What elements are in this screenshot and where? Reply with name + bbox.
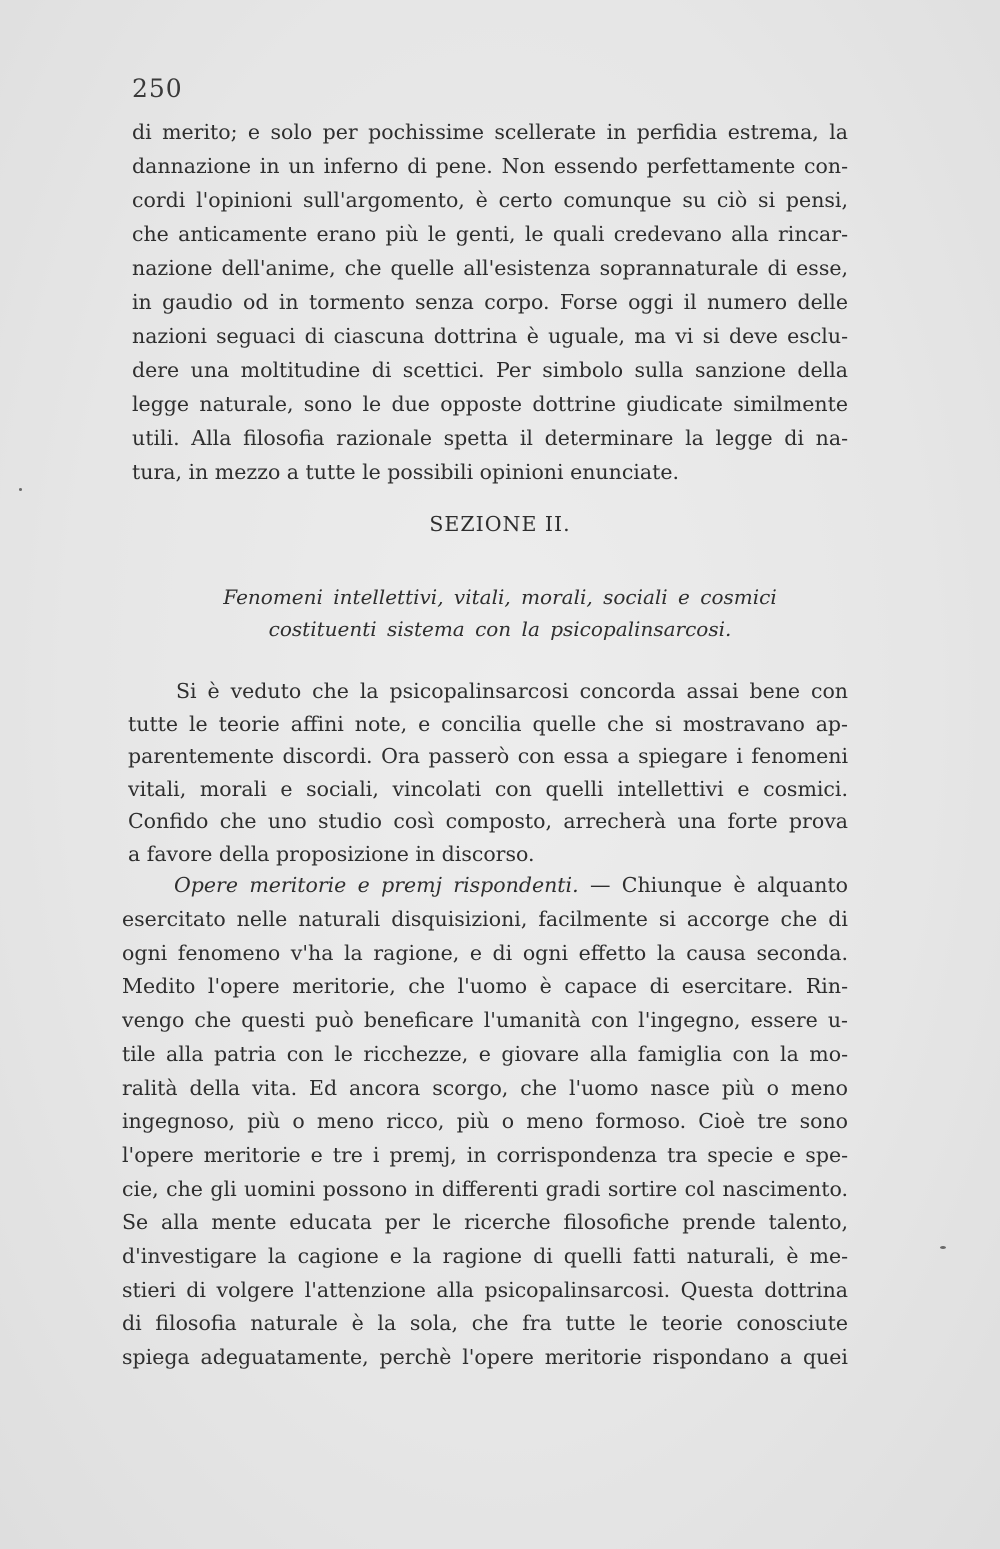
paragraph-continued-line: utili. Alla filosofia razionale spetta il determinare la legge di na- <box>132 426 848 450</box>
paragraph-opere-line: l'opere meritorie e tre i premj, in corrispondenza tra specie e spe- <box>122 1142 848 1167</box>
section-subtitle-line-1: Fenomeni intellettivi, vitali, morali, sociali e cosmici <box>223 585 777 609</box>
paragraph-intro-line: vitali, morali e sociali, vincolati con quelli intellettivi e cosmici. <box>128 776 848 801</box>
paragraph-continued-line: in gaudio od in tormento senza corpo. Forse oggi il numero delle <box>132 290 848 314</box>
paragraph-intro-line: tutte le teorie affini note, e concilia quelle che si mostravano ap- <box>128 711 848 736</box>
section-heading: SEZIONE II. <box>429 512 571 536</box>
paragraph-intro-line: Confido che uno studio così composto, arrecherà una forte prova <box>128 809 848 834</box>
paragraph-opere-line: tile alla patria con le ricchezze, e giovare alla famiglia con la mo- <box>122 1041 848 1066</box>
paragraph-continued-line: che anticamente erano più le genti, le quali credevano alla rincar- <box>132 222 848 246</box>
paragraph-opere-line: stieri di volgere l'attenzione alla psicopalinsarcosi. Questa dottrina <box>122 1277 848 1302</box>
paragraph-opere-line: Se alla mente educata per le ricerche filosofiche prende talento, <box>122 1210 848 1235</box>
paper-speck <box>940 1246 946 1249</box>
paragraph-opere-first-line <box>174 868 848 902</box>
paragraph-intro-line: parentemente discordi. Ora passerò con essa a spiegare i fenomeni <box>128 744 848 769</box>
paragraph-continued-line: legge naturale, sono le due opposte dottrine giudicate similmente <box>132 392 848 416</box>
paragraph-opere-line: cie, che gli uomini possono in differenti gradi sortire col nascimento. <box>122 1176 848 1201</box>
paragraph-opere-line: esercitato nelle naturali disquisizioni, facilmente si accorge che di <box>122 907 848 931</box>
paragraph-continued-line: tura, in mezzo a tutte le possibili opinioni enunciate. <box>132 460 679 484</box>
paragraph-continued-line: cordi l'opinioni sull'argomento, è certo comunque su ciò si pensi, <box>132 188 848 212</box>
paragraph-opere-line: di filosofia naturale è la sola, che fra tutte le teorie conosciute <box>122 1311 848 1336</box>
paragraph-opere-line: spiega adeguatamente, perchè l'opere meritorie rispondano a quei <box>122 1345 848 1370</box>
paragraph-opere-line: vengo che questi può beneficare l'umanità con l'ingegno, essere u- <box>122 1008 848 1033</box>
paragraph-continued-line: di merito; e solo per pochissime scellerate in perfidia estrema, la <box>132 120 848 144</box>
paragraph-opere-line: ogni fenomeno v'ha la ragione, e di ogni effetto la causa seconda. <box>122 940 848 965</box>
page-number: 250 <box>132 74 183 103</box>
paragraph-continued-line: dannazione in un inferno di pene. Non essendo perfettamente con- <box>132 154 848 178</box>
paragraph-opere-line: d'investigare la cagione e la ragione di quelli fatti naturali, è me- <box>122 1244 848 1268</box>
paragraph-continued-line: nazione dell'anime, che quelle all'esistenza soprannaturale di esse, <box>132 256 848 280</box>
paragraph-opere-line: ralità della vita. Ed ancora scorgo, che l'uomo nasce più o meno <box>122 1075 848 1100</box>
paragraph-intro-line: a favore della proposizione in discorso. <box>128 842 535 866</box>
paragraph-continued-line: nazioni seguaci di ciascuna dottrina è uguale, ma vi si deve esclu- <box>132 324 848 348</box>
section-subtitle-line-2: costituenti sistema con la psicopalinsarcosi. <box>268 617 732 641</box>
paper-speck <box>19 488 22 491</box>
paragraph-continued-line: dere una moltitudine di scettici. Per simbolo sulla sanzione della <box>132 358 848 382</box>
paragraph-opere-line: ingegnoso, più o meno ricco, più o meno formoso. Cioè tre sono <box>122 1109 848 1134</box>
paragraph-opere-line: Medito l'opere meritorie, che l'uomo è capace di esercitare. Rin- <box>122 974 848 999</box>
paragraph-intro-line: Si è veduto che la psicopalinsarcosi concorda assai bene con <box>176 679 848 703</box>
paragraph-opere-first-rest: — Chiunque è alquanto <box>578 873 848 897</box>
paragraph-opere-lead: Opere meritorie e premj rispondenti. <box>174 873 579 897</box>
